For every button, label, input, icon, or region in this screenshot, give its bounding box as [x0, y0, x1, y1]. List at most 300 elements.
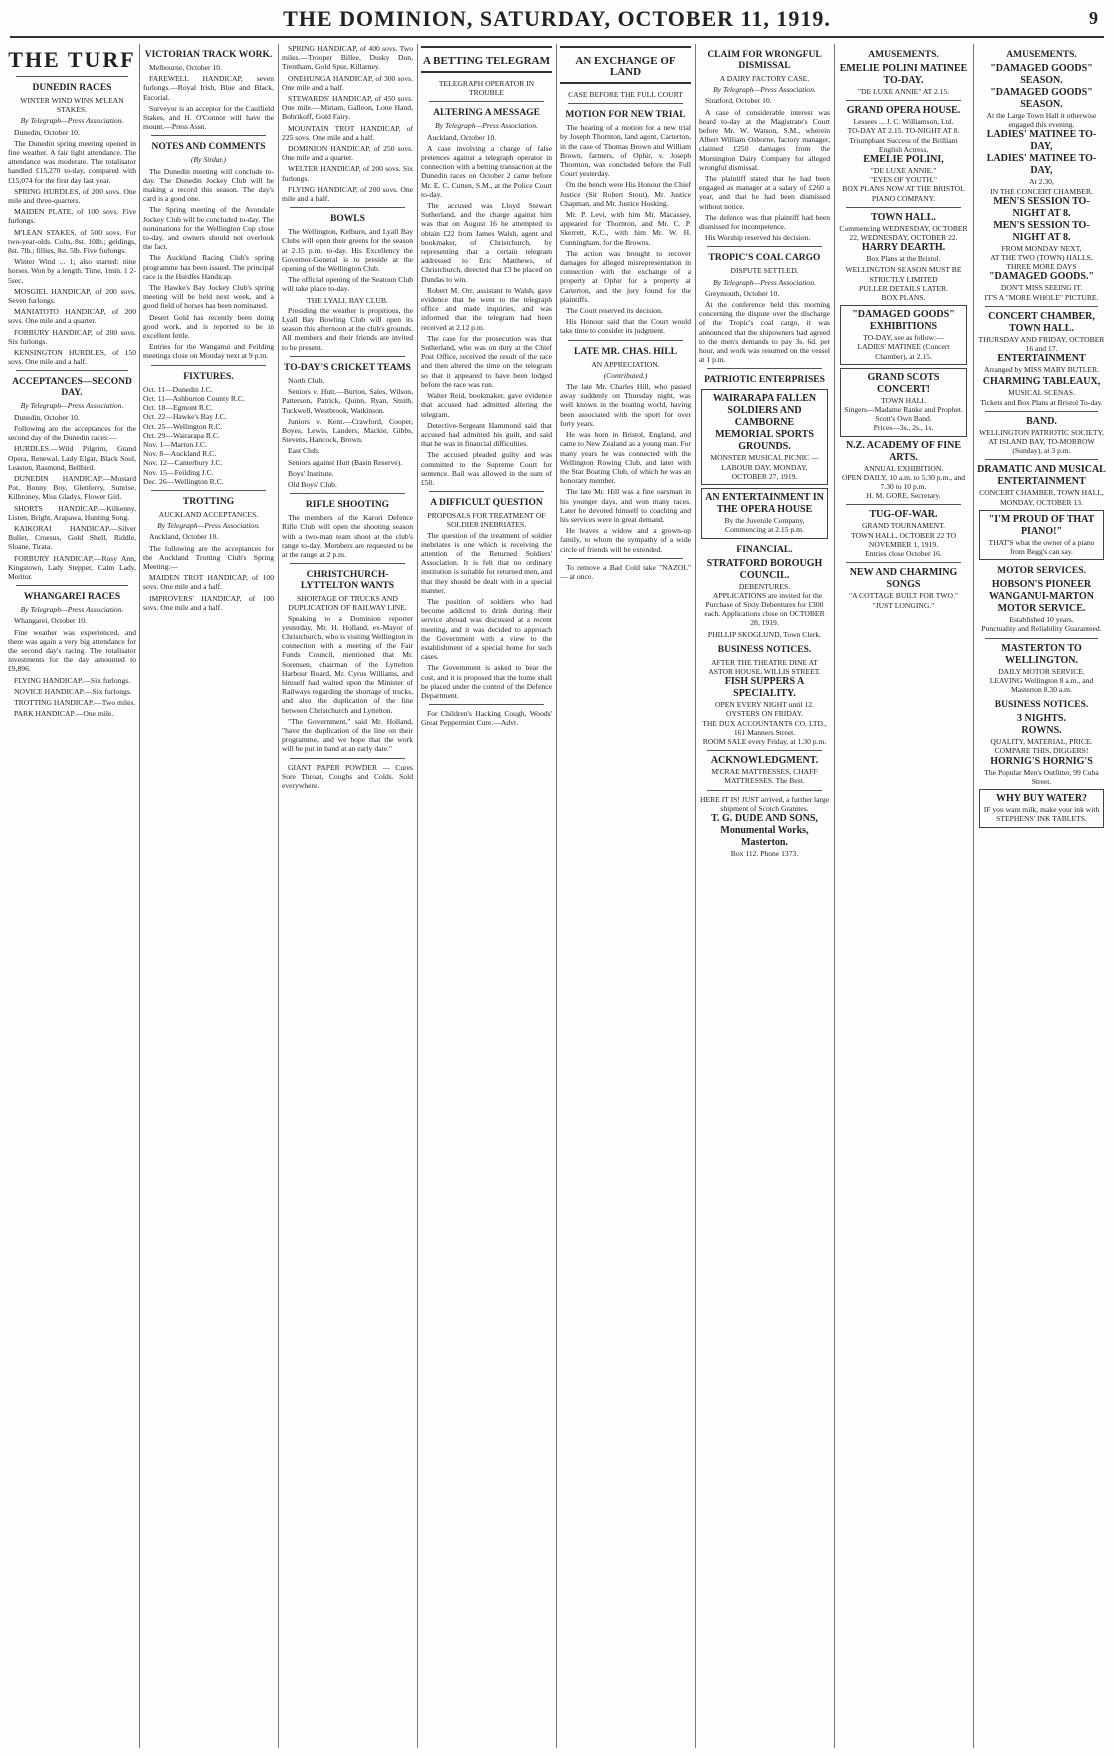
- ad-body: QUALITY, MATERIAL, PRICE. COMPARE THIS, DIGGERS!: [990, 737, 1093, 756]
- ad-price: Prices—3s., 2s., 1s.: [873, 423, 934, 433]
- ad-line: Box 112. Phone 1373.: [730, 848, 799, 858]
- fixtures-list: [143, 385, 274, 486]
- paragraph: Dunedin, October 10.: [14, 412, 80, 422]
- ad-subtitle: MUSICAL SCENAS.: [1008, 388, 1075, 398]
- article-subhead: DISPUTE SETTLED.: [730, 266, 799, 276]
- advertisement: [699, 658, 830, 746]
- ad-line: WELLINGTON SEASON MUST BE STRICTLY LIMITED: [845, 265, 962, 284]
- paragraph: The question of the treatment of soldier inebriates is one which is receiving the attention of the Returned Soldiers' Association. It is felt that no ordinary institution is suitable for returned men, and that they should be dealt with in a special manner.: [421, 530, 552, 595]
- ad-subtitle: TOWN HALL: [881, 395, 926, 405]
- section-heading: BUSINESS NOTICES.: [717, 644, 812, 655]
- paragraph: STEWARDS' HANDICAP, of 450 sovs. One mile.—Miriam, Galleon, Lone Hand, Bobrikoff, Gold Fairy.: [282, 94, 413, 122]
- paragraph: IMPROVERS' HANDICAP, of 100 sovs. One mile and a half.: [143, 593, 274, 612]
- article-subhead: AUCKLAND ACCEPTANCES.: [158, 509, 259, 519]
- paragraph: MANIATOTO HANDICAP, of 200 sovs. One mile and a quarter.: [8, 307, 136, 326]
- paragraph: He leaves a widow and a grown-up family, to whom the sympathy of a wide circle of friends will be extended.: [560, 526, 691, 554]
- advertisement: [838, 63, 969, 96]
- paragraph: Greymouth, October 10.: [705, 288, 780, 298]
- advertisement: [977, 63, 1106, 302]
- ad-line: AFTER THE THEATRE DINE AT ASTOR HOUSE, WILLIS STREET.: [708, 657, 821, 676]
- paragraph: KENSINGTON HURDLES, of 150 sovs. One mile and a half.: [8, 348, 136, 367]
- ad-line: "A COTTAGE BUILT FOR TWO.": [848, 591, 959, 601]
- ad-title: MASTERTON TO WELLINGTON.: [1001, 642, 1082, 666]
- paragraph: His Worship reserved his decision.: [705, 233, 811, 243]
- divider: [429, 704, 544, 705]
- ad-title: "DAMAGED GOODS" EXHIBITIONS: [852, 309, 955, 333]
- byline: By Telegraph—Press Association.: [20, 401, 124, 411]
- advertisement: [838, 509, 969, 558]
- byline: By Telegraph—Press Association.: [713, 85, 816, 95]
- divider: [151, 365, 266, 366]
- ad-body: THURSDAY AND FRIDAY, OCTOBER 16 and 17.: [978, 334, 1105, 354]
- ad-body: WELLINGTON PATRIOTIC SOCIETY, AT ISLAND BAY, TO-MORROW (Sunday), at 3 p.m.: [979, 427, 1104, 456]
- column-rule: [417, 44, 418, 1748]
- ad-line: DON'T MISS SEEING IT.: [1000, 283, 1083, 293]
- ad-signature: Arranged by MISS MARY BUTLER.: [983, 365, 1100, 375]
- article-subhead: A DAIRY FACTORY CASE.: [719, 74, 810, 83]
- list-item: Oct. 11—Ashburton County R.C.: [143, 393, 245, 403]
- paragraph: PARK HANDICAP.—One mile.: [14, 709, 114, 719]
- article-headline: BOWLS: [330, 214, 365, 225]
- advertisement: [838, 265, 969, 302]
- article-headline: VICTORIAN TRACK WORK.: [144, 50, 273, 60]
- list-item: Oct. 29—Wairarapa R.C.: [143, 430, 220, 440]
- paragraph: Walter Reid, bookmaker, gave evidence that accused had admitted altering the telegram.: [421, 391, 552, 419]
- paragraph: Robert M. Orr, assistant to Walsh, gave evidence that he went to the telegraph office and made inquiries, and was informed that the telegram had been received at 2.12 p.m.: [421, 285, 552, 332]
- paragraph: Auckland, October 10.: [427, 132, 497, 142]
- divider: [846, 207, 961, 208]
- list-item: Nov. 12—Canterbury J.C.: [143, 458, 223, 468]
- advertisement: [838, 567, 969, 609]
- ad-line: "EYES OF YOUTH.": [870, 175, 937, 185]
- ad-line: "DE LUXE ANNIE.": [870, 166, 937, 176]
- ad-line: HERE IT IS! JUST arrived, a further large shipment of Scotch Granites.: [699, 794, 830, 813]
- paragraph: MAIDEN PLATE, of 100 sovs. Five furlongs.: [8, 207, 136, 226]
- advertisement: For Children's Hacking Cough, Woods' Great Peppermint Cure.—Advt.: [421, 709, 552, 728]
- paragraph: On the bench were His Honour the Chief Justice (Sir Robert Stout), Mr. Justice Chapman, and Mr. Justice Hosking.: [560, 180, 691, 208]
- byline: By Telegraph—Press Association.: [20, 605, 124, 615]
- advertisement: [699, 795, 830, 859]
- paragraph: East Club.: [288, 446, 320, 456]
- article-headline: FIXTURES.: [183, 371, 234, 382]
- ad-line: FROM MONDAY NEXT,: [1001, 243, 1082, 253]
- ad-subtitle: GRAND TOURNAMENT.: [861, 521, 946, 531]
- paragraph: The defence was that plaintiff had been dismissed for incompetence.: [699, 212, 830, 232]
- paragraph: ONEHUNGA HANDICAP, of 300 sovs. One mile and a half.: [282, 73, 413, 92]
- ad-body: CONCERT CHAMBER, TOWN HALL, MONDAY, OCTOBER 13.: [979, 488, 1104, 507]
- paragraph: SPRING HANDICAP, of 400 sovs. Two miles.—Trooper Billee, Dusky Don, Trentham, Gold Spur, Killarney.: [282, 44, 413, 72]
- ad-line: T. G. DUDE AND SONS, Monumental Works, Masterton.: [711, 812, 818, 848]
- ad-title: TOWN HALL.: [871, 211, 936, 223]
- advertisement: [979, 510, 1104, 560]
- article-headline: LATE MR. CHAS. HILL: [573, 346, 678, 357]
- advertisement: [840, 368, 967, 437]
- divider: [846, 504, 961, 505]
- column-6: [699, 44, 830, 1748]
- paragraph: SPRING HURDLES, of 200 sovs. One mile and three-quarters.: [8, 186, 136, 206]
- ad-line: At 2.30,: [1029, 177, 1054, 187]
- advertisement: [699, 755, 830, 785]
- ad-line: Commencing WEDNESDAY, OCTOBER 22, WEDNESDAY, OCTOBER 22.: [839, 223, 968, 243]
- advertisement: [838, 440, 969, 501]
- ad-body: LADIES' MATINEE (Concert Chamber), at 2.15.: [857, 342, 950, 361]
- article-headline: A BETTING TELEGRAM: [423, 55, 550, 67]
- list-item: Nov. 1—Marton J.C.: [143, 439, 207, 449]
- paragraph: Following are the acceptances for the second day of the Dunedin races:—: [8, 423, 136, 443]
- ad-line: "DAMAGED GOODS" SEASON.: [990, 63, 1093, 86]
- ad-title: GRAND OPERA HOUSE.: [846, 105, 961, 117]
- ad-title: "I'M PROUD OF THAT PIANO!": [988, 513, 1095, 537]
- ad-title: DRAMATIC AND MUSICAL ENTERTAINMENT: [977, 464, 1106, 488]
- paragraph: Desert Gold has recently been doing good work, and is reported to be in excellent fettle.: [143, 312, 274, 341]
- ad-title: AN ENTERTAINMENT IN THE OPERA HOUSE: [705, 492, 824, 516]
- ad-subtitle: ROWNS.: [1021, 725, 1062, 737]
- paragraph: The Dunedin meeting will conclude to-day. The Dunedin Jockey Club will be making a record this season. The day's card is a good one.: [143, 166, 274, 204]
- page-number: 9: [1089, 8, 1098, 28]
- list-item: Oct. 25—Wellington R.C.: [143, 421, 223, 431]
- advertisement: [840, 305, 967, 365]
- paragraph: M'LEAN STAKES, of 500 sovs. For two-year-olds. Colts, 8st. 10lb.; geldings, 8st. 7lb.; fillies, 8st. 5lb. Five furlongs.: [8, 227, 136, 256]
- ad-subtitle: DAILY MOTOR SERVICE.: [998, 666, 1085, 676]
- ad-subtitle: "DE LUXE ANNIE" AT 2.15.: [857, 87, 950, 96]
- byline: By Telegraph—Press Association.: [435, 121, 538, 131]
- article-headline: CLAIM FOR WRONGFUL DISMISSAL: [707, 50, 822, 71]
- paragraph: Detective-Sergeant Hammond said that accused had admitted his guilt, and said that he was in financial difficulties.: [421, 420, 552, 449]
- ad-signature: H. M. GORE, Secretary.: [866, 491, 941, 501]
- paragraph: FORBURY HANDICAP.—Rosy Ann, Kingstown, Lady Stepper, Calm Lady, Meritor.: [8, 553, 136, 581]
- section-banner: THE TURF: [8, 47, 136, 72]
- paragraph: The hearing of a motion for a new trial by Joseph Thornton, land agent, Carterton, in the case of Thomas Brown and William Brown, farmers, of Ophir, v. Joseph Thornton, was concluded before the Full Court yesterday.: [560, 123, 691, 179]
- ad-title: WAIRARAPA FALLEN SOLDIERS AND CAMBORNE MEMORIAL SPORTS GROUNDS.: [712, 393, 817, 453]
- ad-title: GRAND SCOTS CONCERT!: [867, 371, 940, 395]
- divider: [429, 491, 544, 492]
- section-heading: BUSINESS NOTICES.: [994, 700, 1089, 711]
- ad-title: ACKNOWLEDGMENT.: [710, 755, 819, 767]
- headline-frame: [421, 46, 552, 73]
- ad-line: The Popular Men's Outfitter, 99 Cuba Street.: [984, 767, 1099, 786]
- ad-body: OPEN DAILY, 10 a.m. to 5.30 p.m., and 7.30 to 10 p.m.: [841, 472, 966, 492]
- divider: [846, 100, 961, 101]
- divider: [16, 76, 128, 77]
- divider: [707, 790, 822, 791]
- ad-body: Punctuality and Reliability Guaranteed.: [981, 624, 1102, 634]
- advertisement: GIANT PAPER POWDER — Cures Sore Throat, Coughs and Colds. Sold everywhere.: [282, 762, 413, 790]
- ad-body: LEAVING Wellington 8 a.m., and Masterton 8.30 a.m.: [989, 675, 1094, 695]
- paragraph: Entries for the Wanganui and Feilding meetings close on Monday next at 9 p.m.: [143, 342, 274, 361]
- paragraph: Boys' Institute.: [288, 468, 334, 478]
- ad-body: IF you want milk, make your ink with STEPHENS' INK TABLETS.: [983, 805, 1100, 824]
- ad-title: EMELIE POLINI MATINEE TO-DAY.: [839, 63, 968, 86]
- byline: By Telegraph—Press Association.: [20, 116, 124, 126]
- section-heading: PATRIOTIC ENTERPRISES: [704, 375, 825, 386]
- article-subhead: TELEGRAPH OPERATOR IN TROUBLE: [438, 79, 535, 98]
- article-headline: ACCEPTANCES—SECOND DAY.: [12, 377, 132, 399]
- article-subhead: CASE BEFORE THE FULL COURT: [568, 90, 683, 99]
- paragraph: MOSGIEL HANDICAP, of 200 sovs. Seven furlongs.: [8, 286, 136, 306]
- section-heading: MOTOR SERVICES.: [997, 566, 1086, 577]
- advertisement: [979, 789, 1104, 827]
- ad-body: By the Juvenile Company, Commencing at 2.15 p.m.: [724, 516, 805, 535]
- article-headline: AN EXCHANGE OF LAND: [575, 55, 676, 78]
- article-headline: WHANGAREI RACES: [23, 592, 121, 603]
- section-heading: AMUSEMENTS.: [868, 50, 939, 60]
- divider: [568, 103, 683, 104]
- ad-body: M'CRAE MATTRESSES, CHAFF MATTRESSES. The Best.: [711, 767, 818, 786]
- ad-line: OPEN EVERY NIGHT until 12.: [715, 700, 814, 710]
- ad-body: MONSTER MUSICAL PICNIC — LABOUR DAY, MONDAY, OCTOBER 27, 1919.: [710, 453, 819, 481]
- divider: [568, 340, 683, 341]
- article-headline: NOTES AND COMMENTS: [151, 142, 266, 153]
- ad-line: MEN'S SESSION TO-NIGHT AT 8.: [993, 195, 1090, 219]
- advertisement: [977, 579, 1106, 633]
- paragraph: He was born in Bristol, England, and came to New Zealand as a young man. For many years he was connected with the Wellington Rowing Club, and later with the Star Boating Club, of which he was an honorary member.: [560, 430, 691, 486]
- paragraph: The Hawke's Bay Jockey Club's spring meeting will be held next week, and a good field of horses has been nominated.: [143, 283, 274, 311]
- ad-title: WHY BUY WATER?: [995, 793, 1088, 805]
- ad-subtitle: Established 10 years.: [1009, 615, 1074, 625]
- paragraph: The following are the acceptances for the Auckland Trotting Club's Spring Meeting:—: [143, 543, 274, 571]
- divider: [16, 370, 128, 371]
- paragraph: The Government is asked to bear the cost, and it is proposed that the home shall be placed under the control of the Defence Department.: [421, 663, 552, 700]
- divider: [151, 490, 266, 491]
- article-subhead: AN APPRECIATION.: [591, 359, 660, 369]
- ad-subtitle: ENTERTAINMENT: [997, 353, 1086, 365]
- ad-body: THAT'S what the owner of a piano from Begg's can say.: [988, 537, 1095, 557]
- paragraph: A case of considerable interest was heard to-day at the Magistrate's Court before Mr. W. Watson, S.M., wherein Albert William Osborne, factory manager, claimed £250 damages from the Mornington Dairy Company for alleged wrongful dismissal.: [699, 107, 830, 172]
- ad-title: NEW AND CHARMING SONGS: [849, 567, 958, 591]
- ad-line: FISH SUPPERS A SPECIALITY.: [724, 676, 805, 700]
- list-item: Oct. 11—Dunedin J.C.: [143, 384, 213, 394]
- paragraph: Presiding the weather is propitious, the Lyall Bay Bowling Club will open its season this afternoon at the club's grounds. All members and their friends are invited to be present.: [282, 305, 413, 352]
- list-item: Nov. 8—Auckland R.C.: [143, 449, 217, 459]
- ad-line: THE DUX ACCOUNTANTS CO. LTD., 161 Manners Street.: [702, 718, 827, 737]
- divider: [290, 207, 405, 208]
- paragraph: His Honour said that the Court would take time to consider its judgment.: [560, 317, 691, 336]
- ad-line: Box Plans at the Bristol.: [866, 254, 941, 264]
- advertisement: [701, 389, 828, 485]
- paragraph: The case for the prosecution was that Sutherland, who was on duty at the Chief Post Office, received the result of the race and then altered the time on the telegram so that it appeared to have been lodged before the race was run.: [421, 333, 552, 389]
- ad-line: "DAMAGED GOODS" SEASON.: [990, 87, 1093, 110]
- paragraph: KAIKORAI HANDICAP.—Silver Bullet, Croesus, Gold Shell, Riddle, Sloane, Tirata.: [8, 523, 136, 552]
- divider: [568, 558, 683, 559]
- article-headline: RIFLE SHOOTING: [305, 500, 390, 511]
- ad-line: Triumphant Success of the Brilliant English Actress,: [849, 135, 958, 154]
- ad-subtitle: TO-DAY, see as follow:—: [863, 333, 944, 343]
- paragraph: Auckland, October 10.: [149, 532, 219, 542]
- article-headline: ALTERING A MESSAGE: [433, 108, 540, 119]
- advertisement: [977, 643, 1106, 695]
- divider: [16, 585, 128, 586]
- paragraph: TROTTING HANDICAP.—Two miles.: [14, 697, 136, 707]
- paragraph: The late Mr. Hill was a fine oarsman in his younger days, and won many races. Later he devoted himself to coaching and his services were in great demand.: [560, 487, 691, 524]
- paragraph: Surveyor is an acceptor for the Caulfield Stakes, and H. O'Connor will have the mount.—Press Assn.: [143, 103, 274, 132]
- ad-subtitle: ANNUAL EXHIBITION.: [863, 463, 944, 473]
- paragraph: WELTER HANDICAP, of 200 sovs. Six furlongs.: [282, 164, 413, 183]
- paragraph: Winter Wind ... 1; also started: nine horses. Won by a length. Time, 1min. 1 2-5sec.: [8, 257, 136, 285]
- paragraph: The members of the Karori Defence Rifle Club will open the shooting season with a two-man team shoot at the club's range to-day. Members are requested to be at the range at 2 p.m.: [282, 513, 413, 559]
- headline-frame: [560, 46, 691, 84]
- article-headline: TROPIC'S COAL CARGO: [708, 253, 821, 264]
- list-item: Dec. 26—Wellington R.C.: [143, 476, 224, 486]
- paragraph: The Auckland Racing Club's spring programme has been issued. The principal race is the Hurdles Handicap.: [143, 253, 274, 281]
- paragraph: DOMINION HANDICAP, of 250 sovs. One mile and a quarter.: [282, 144, 413, 163]
- paragraph: At the conference held this morning concerning the dispute over the discharge of the Tropic's coal cargo, it was announced that the shipowners had agreed to the men's demands to pay 3s. 6d. per hour, and work was resumed on the vessel at 1 p.m.: [699, 300, 830, 365]
- ad-title: 3 NIGHTS.: [1017, 713, 1066, 725]
- divider: [707, 750, 822, 751]
- paragraph: Mr. P. Levi, with him Mr. Macassey, appeared for Thornton, and Mr. C. P. Skerrett, K.C., with him Mr. W. H. Cunningham, for the Browns.: [560, 210, 691, 247]
- ad-line: At the Large Town Hall it otherwise engaged this evening.: [986, 111, 1097, 130]
- divider: [429, 101, 544, 102]
- advertisement: [699, 558, 830, 639]
- column-1: [8, 44, 136, 1748]
- paragraph: Old Boys' Club.: [288, 479, 337, 489]
- paragraph: Stratford, October 10.: [705, 96, 772, 106]
- paragraph: The action was brought to recover damages for alleged misrepresentation in connection with the exchange of a property at Ophir for a property at Carterton, and the jury found for the plaintiffs.: [560, 248, 691, 304]
- advertisement: To remove a Bad Cold take "NAZOL" — at once.: [560, 562, 691, 581]
- ad-title: N.Z. ACADEMY OF FINE ARTS.: [845, 439, 962, 463]
- ad-line: ROOM SALE every Friday, at 1.30 p.m.: [702, 736, 827, 746]
- paragraph: Melbourne, October 10.: [149, 63, 222, 72]
- divider: [290, 758, 405, 759]
- paragraph: The position of soldiers who had become addicted to drink during their service abroad was discussed at a recent meeting, and it was decided to approach the Government with a view to the establishment of a special home for such cases.: [421, 596, 552, 662]
- column-7: [838, 44, 969, 1748]
- divider: [290, 563, 405, 564]
- advertisement: [701, 488, 828, 538]
- paragraph: Speaking to a Dominion reporter yesterday, Mr. H. Holland, ex-Mayor of Christchurch, who is visiting Wellington in connection with a meeting of the Fair Funds Council, mentioned that Mr. Sorensen, chairman of the Lyttelton Harbour Board, Mr. Cyrus Williams, and himself had waited upon the Minister of Railways regarding the shortage of trucks, and also the duplication of the line between Christchurch and Lyttelton.: [282, 613, 413, 715]
- article-headline: TROTTING: [182, 496, 235, 507]
- ad-body: TOWN HALL, OCTOBER 22 TO NOVEMBER 1, 1919.: [850, 530, 957, 549]
- paragraph: North Club.: [288, 375, 325, 385]
- paragraph: Juniors v. Kent.—Crawford, Cooper, Boyes, Lewis, Landers, Mackie, Gibbs, Stevens, Hancock, Brown.: [282, 416, 413, 445]
- column-5: [560, 44, 691, 1748]
- paragraph: The official opening of the Seatoun Club will take place to-day.: [282, 275, 413, 294]
- column-rule: [278, 44, 279, 1748]
- ad-line: OYSTERS ON FRIDAY.: [725, 709, 803, 719]
- byline: (Contributed.): [603, 370, 648, 380]
- section-heading: AMUSEMENTS.: [1006, 50, 1077, 60]
- article-subhead: WINTER WIND WINS M'LEAN STAKES.: [20, 96, 124, 115]
- paragraph: The plaintiff stated that he had been engaged as manager at a salary of £260 a year, and that he had been dismissed without notice.: [699, 174, 830, 211]
- ad-body: APPLICATIONS are invited for the Purchase of Sixty Debentures for £300 each. Applications close on OCTOBER 28, 1919.: [704, 590, 825, 628]
- ad-line: THREE MORE DAYS: [1006, 262, 1077, 272]
- paragraph: The Dunedin spring meeting opened in fine weather. A fair light attendance. The attendance was moderate. The totalisator handled £15,270 to-day, compared with £15,074 for the first day last year.: [8, 138, 136, 185]
- column-rule: [834, 44, 835, 1748]
- article-headline: CHRISTCHURCH-LYTTELTON WANTS: [300, 570, 395, 592]
- divider: [985, 638, 1098, 639]
- divider: [707, 246, 822, 247]
- paragraph: Seniors v. Hutt.—Burton, Sales, Wilson, Patterson, Patrick, Quinn, Ryan, Smith, Tuckwell, Westbrook, Watkinson.: [282, 387, 413, 415]
- column-rule: [139, 44, 140, 1748]
- divider: [290, 356, 405, 357]
- ad-line: BOX PLANS.: [881, 293, 926, 303]
- advertisement: [838, 105, 969, 203]
- ad-line: TO-DAY AT 2.15. TO-NIGHT AT 8.: [847, 126, 960, 136]
- masthead: [0, 0, 1114, 40]
- masthead-title: THE DOMINION, SATURDAY, OCTOBER 11, 1919.: [283, 6, 831, 31]
- column-rule: [556, 44, 557, 1748]
- article-subhead: THE LYALL BAY CLUB.: [307, 295, 388, 305]
- article-headline: A DIFFICULT QUESTION: [430, 498, 543, 509]
- divider: [707, 368, 822, 369]
- ad-line: "DAMAGED GOODS.": [989, 271, 1094, 283]
- paragraph: Seniors against Hutt (Basin Reserve).: [288, 457, 403, 467]
- ad-line: IT'S A "MORE WHOLE" PICTURE.: [984, 292, 1099, 302]
- list-item: Oct. 18—Egmont R.C.: [143, 403, 213, 413]
- ad-line: BOX PLANS NOW AT THE BRISTOL PIANO COMPANY.: [842, 184, 965, 203]
- paragraph: FLYING HANDICAP, of 200 sovs. One mile and a half.: [282, 184, 413, 204]
- paragraph: "The Government," said Mr. Holland, "have the duplication of the line on their programme, and we hope that the work will be put in hand at an early date.": [282, 716, 413, 754]
- paragraph: The Court reserved its decision.: [566, 306, 663, 316]
- article-headline: TO-DAY'S CRICKET TEAMS: [284, 362, 411, 373]
- ad-title: CONCERT CHAMBER, TOWN HALL.: [988, 310, 1095, 334]
- ad-title: STRATFORD BOROUGH COUNCIL.: [706, 557, 823, 581]
- ad-title: CHARMING TABLEAUX,: [982, 376, 1101, 388]
- list-item: Oct. 22—Hawke's Bay J.C.: [143, 412, 227, 422]
- article-headline: MOTION FOR NEW TRIAL: [565, 110, 686, 121]
- paragraph: A case involving a charge of false pretences against a telegraph operator in connection with a betting transaction at the Dunedin races on October 2 came before Mr. E. C. Cutten, S.M., at the Police Court to-day.: [421, 143, 552, 199]
- paragraph: MAIDEN TROT HANDICAP, of 100 sovs. One mile and a half.: [143, 573, 274, 592]
- ad-line: "JUST LONGING.": [872, 600, 935, 610]
- paragraph: NOVICE HANDICAP.—Six furlongs.: [14, 686, 132, 696]
- advertisement: [977, 416, 1106, 456]
- paragraph: Dunedin, October 10.: [14, 127, 80, 137]
- ad-line: Lessees ... J. C. Williamson, Ltd.: [853, 117, 954, 127]
- divider: [985, 306, 1098, 307]
- divider: [985, 411, 1098, 412]
- ad-line: LADIES' MATINEE TO-DAY,: [986, 153, 1097, 177]
- paragraph: DUNEDIN HANDICAP.—Mustard Pot, Bonny Boy, Glenferry, Sunrise, Kilbroney, Miss Gladys, Flower Girl.: [8, 473, 136, 502]
- article-subhead: PROPOSALS FOR TREATMENT OF SOLDIER INEBRIATES.: [427, 511, 546, 530]
- divider: [846, 562, 961, 563]
- paragraph: Fine weather was experienced, and there was again a very big attendance for the second day's racing. The totalisator investments for the day amounted to £9,896.: [8, 627, 136, 674]
- byline: By Telegraph—Press Association.: [157, 521, 260, 531]
- ad-title: HOBSON'S PIONEER WANGANUI-MARTON MOTOR SERVICE.: [988, 579, 1095, 615]
- ad-body: Singers—Madame Ranke and Prophet. Scott's Own Band.: [844, 405, 963, 424]
- ad-line: LADIES' MATINEE TO-DAY,: [986, 129, 1097, 153]
- column-4: [421, 44, 552, 1748]
- advertisement: [838, 212, 969, 264]
- column-rule: [973, 44, 974, 1748]
- ad-line: EMELIE POLINI,: [863, 154, 944, 166]
- ad-subtitle: DEBENTURES.: [738, 581, 791, 591]
- ad-title: BAND.: [1026, 415, 1057, 427]
- paragraph: The accused was Lloyd Stewart Sutherland, and the charge against him was that on August 16 he attempted to obtain £22 from James Walsh, agent and bookmaker, of Christchurch, by representing that a certain telegram addressed to Eric Matthews, of Christchurch, directed that £3 be placed on Dundas to win.: [421, 201, 552, 284]
- advertisement: [977, 311, 1106, 375]
- ad-signature: PHILLIP SKOGLUND, Town Clerk.: [707, 629, 822, 639]
- paragraph: The Spring meeting of the Avondale Jockey Club will be concluded to-day. The nominations for the Wellington Cup close to-day, and owners should not overlook the fact.: [143, 205, 274, 252]
- column-rule: [695, 44, 696, 1748]
- byline: By Telegraph—Press Association.: [713, 277, 816, 287]
- paragraph: FAREWELL HANDICAP, seven furlongs.—Royal Irish, Blue and Black, Escorial.: [143, 74, 274, 102]
- ad-title: TUG-OF-WAR.: [869, 509, 938, 521]
- ad-body: Tickets and Box Plans at Bristol To-day.: [980, 397, 1103, 407]
- ad-line: AT THE TWO (TOWN) HALLS,: [990, 253, 1093, 263]
- ad-line: HARRY DEARTH.: [861, 242, 946, 254]
- ad-line: MEN'S SESSION TO-NIGHT AT 8.: [993, 219, 1090, 243]
- ad-line: HORNIG'S HORNIG'S: [990, 755, 1093, 767]
- byline: (By Sirdar.): [190, 155, 227, 165]
- advertisement: [977, 376, 1106, 406]
- advertisement: [977, 464, 1106, 506]
- advertisement: [977, 713, 1106, 786]
- article-headline: DUNEDIN RACES: [32, 83, 112, 93]
- column-2: [143, 44, 274, 1748]
- paragraph: The late Mr. Charles Hill, who passed away suddenly on Thursday night, was well known in the boating world, having been associated with the sport for over forty years.: [560, 382, 691, 428]
- ad-line: IN THE CONCERT CHAMBER.: [990, 186, 1093, 196]
- divider: [151, 135, 266, 136]
- paragraph: Whangarei, October 10.: [14, 616, 87, 626]
- ad-line: Entries close October 16.: [865, 549, 942, 559]
- paragraph: The accused pleaded guilty and was committed to the Supreme Court for sentence. Bail was allowed in the sum of £50.: [421, 450, 552, 487]
